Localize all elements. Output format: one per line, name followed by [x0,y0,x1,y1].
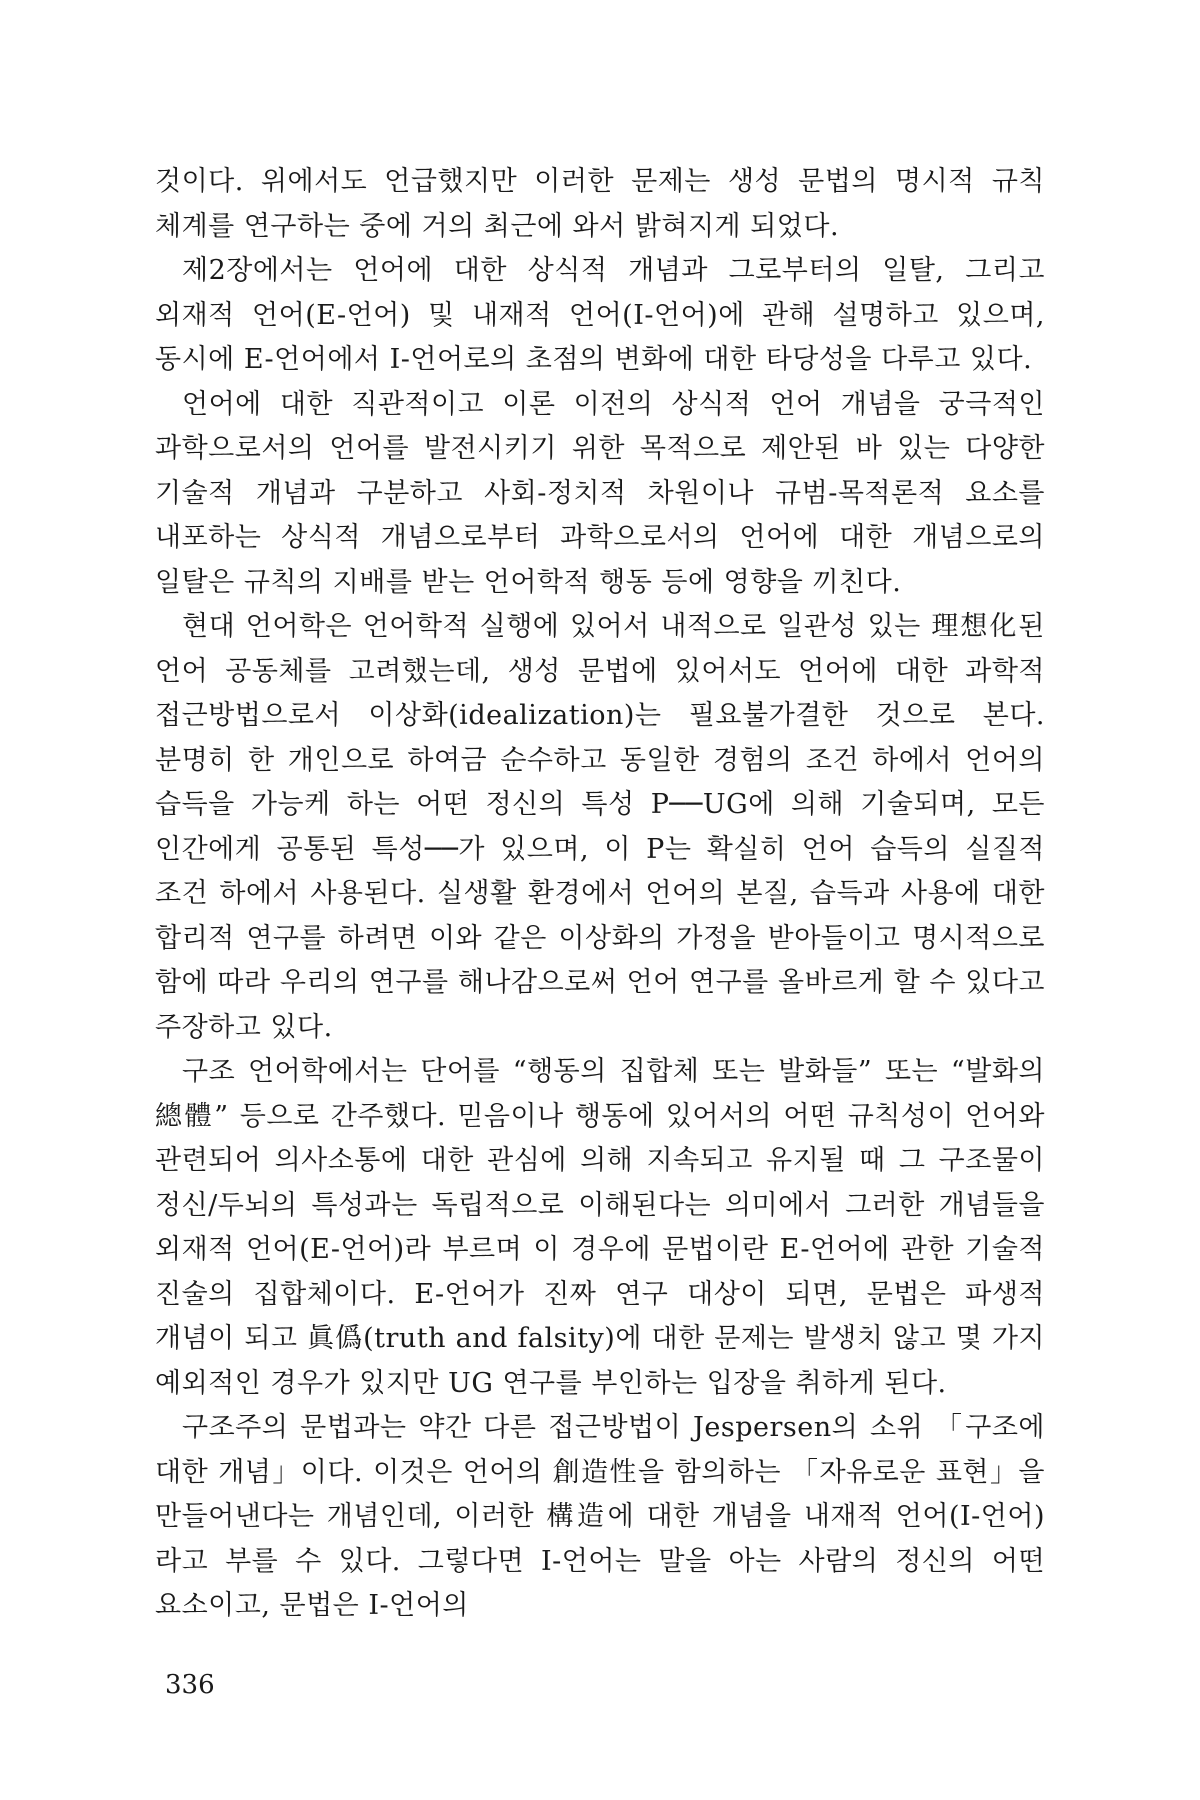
page-number: 336 [165,1670,215,1700]
paragraph-chapter2-summary: 제2장에서는 언어에 대한 상식적 개념과 그로부터의 일탈, 그리고 외재적 언어(E-언어) 및 내재적 언어(I-언어)에 관해 설명하고 있으며, 동시에 E-언어에서 I-언어로의 초점의 변화에 대한 타당성을 다루고 있다. [155,255,1045,375]
paragraph-structural-linguistics: 구조 언어학에서는 단어를 “행동의 집합체 또는 발화들” 또는 “발화의 總體” 등으로 간주했다. 믿음이나 행동에 있어서의 어떤 규칙성이 언어와 관련되어 의사소통에 대한 관심에 의해 지속되고 유지될 때 그 구조물이 정신/두뇌의 특성과는 독립적으로 이해된다는 의미에서 그러한 개념들을 외재적 언어(E-언어)라 부르며 이 경우에 문법이란 E-언어에 관한 기술적 진술의 집합체이다. E-언어가 진짜 연구 대상이 되면, 문법은 파생적 개념이 되고 眞僞(truth and falsity)에 대한 문제는 발생치 않고 몇 가지 예외적인 경우가 있지만 UG 연구를 부인하는 입장을 취하게 된다. [155,1056,1045,1399]
paragraph-idealization: 현대 언어학은 언어학적 실행에 있어서 내적으로 일관성 있는 理想化된 언어 공동체를 고려했는데, 생성 문법에 있어서도 언어에 대한 과학적 접근방법으로서 이상화(idealization)는 필요불가결한 것으로 본다. 분명히 한 개인으로 하여금 순수하고 동일한 경험의 조건 하에서 언어의 습득을 가능케 하는 어떤 정신의 특성 P──UG에 의해 기술되며, 모든 인간에게 공통된 특성──가 있으며, 이 P는 확실히 언어 습득의 실질적 조건 하에서 사용된다. 실생활 환경에서 언어의 본질, 습득과 사용에 대한 합리적 연구를 하려면 이와 같은 이상화의 가정을 받아들이고 명시적으로 함에 따라 우리의 연구를 해나감으로써 언어 연구를 올바르게 할 수 있다고 주장하고 있다. [155,611,1045,1043]
paragraph-commonsense-concept: 언어에 대한 직관적이고 이론 이전의 상식적 언어 개념을 궁극적인 과학으로서의 언어를 발전시키기 위한 목적으로 제안된 바 있는 다양한 기술적 개념과 구분하고 사회-정치적 차원이나 규범-목적론적 요소를 내포하는 상식적 개념으로부터 과학으로서의 언어에 대한 개념으로의 일탈은 규칙의 지배를 받는 언어학적 행동 등에 영향을 끼친다. [155,388,1045,598]
paragraph-continuation: 것이다. 위에서도 언급했지만 이러한 문제는 생성 문법의 명시적 규칙 체계를 연구하는 중에 거의 최근에 와서 밝혀지게 되었다. [155,166,1045,242]
page-body [155,160,1045,1629]
paragraph-jespersen: 구조주의 문법과는 약간 다른 접근방법이 Jespersen의 소위 「구조에 대한 개념」이다. 이것은 언어의 創造性을 함의하는 「자유로운 표현」을 만들어낸다는 개념인데, 이러한 構造에 대한 개념을 내재적 언어(I-언어)라고 부를 수 있다. 그렇다면 I-언어는 말을 아는 사람의 정신의 어떤 요소이고, 문법은 I-언어의 [155,1412,1045,1621]
